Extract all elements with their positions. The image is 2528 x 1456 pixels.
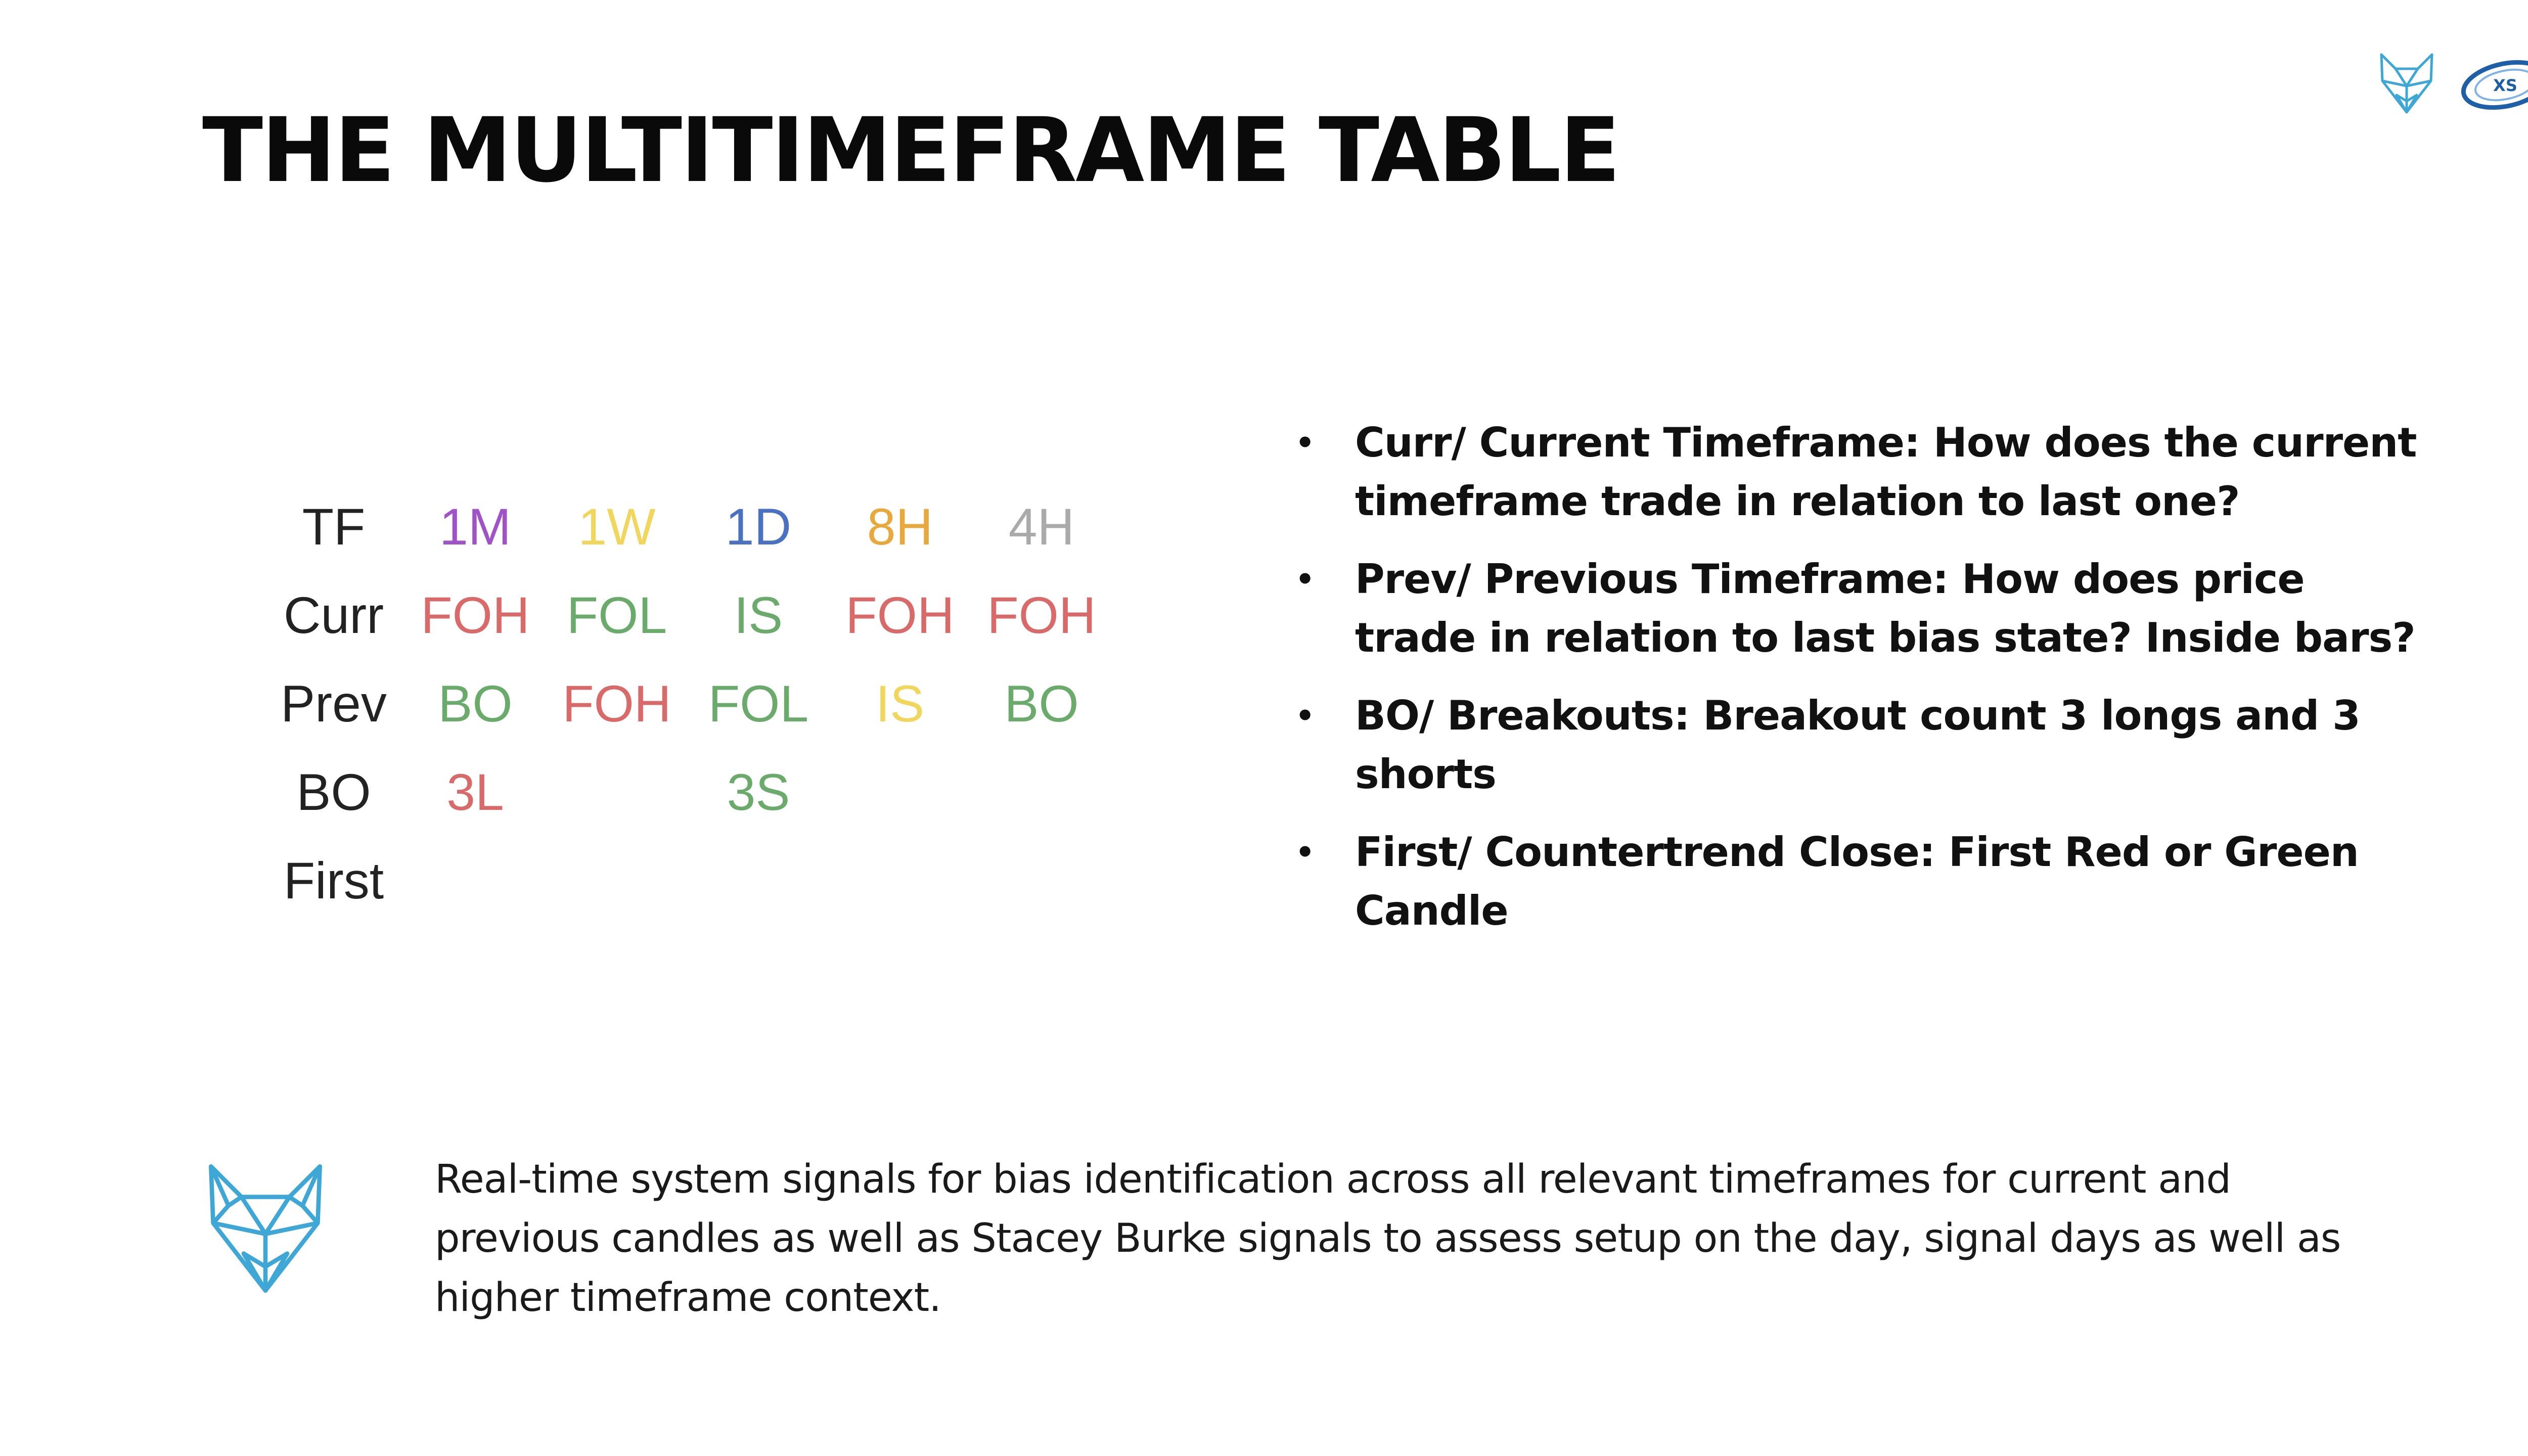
footer-description: Real-time system signals for bias identification across all relevant timeframes for current and previous candles as well as Stacey Burke signals to assess setup on the day, signal days as well as higher timeframe context.	[435, 1157, 2341, 1321]
wolf-icon	[200, 1158, 331, 1299]
table-cell: 3L	[446, 763, 504, 821]
table-cell: FOH	[562, 675, 671, 733]
slide-title: THE MULTITIMEFRAME TABLE	[202, 99, 1619, 202]
bullet-text: First/ Countertrend Close: First Red or Green Candle	[1355, 829, 2359, 934]
row-label-curr: Curr	[283, 586, 384, 644]
table-cell: IS	[734, 586, 783, 644]
bullet-text: BO/ Breakouts: Breakout count 3 longs and 3 shorts	[1355, 692, 2360, 798]
bullet-glyph: •	[1295, 425, 1315, 461]
table-cell: FOL	[708, 675, 809, 733]
bullet-glyph: •	[1295, 835, 1315, 870]
bullet-text: Curr/ Current Timeframe: How does the current timeframe trade in relation to last one?	[1355, 419, 2417, 525]
bullet-list	[1289, 414, 2422, 960]
header-cell-tf: TF	[302, 498, 366, 556]
bullet-item-prev	[1289, 550, 2422, 667]
row-label-first: First	[283, 852, 384, 909]
wolf-icon	[2376, 51, 2437, 116]
table-cell: BO	[438, 675, 513, 733]
bullet-item-bo	[1289, 687, 2422, 804]
table-cell: IS	[875, 675, 925, 733]
bullet-glyph: •	[1295, 562, 1315, 597]
bullet-glyph: •	[1295, 698, 1315, 734]
brand-logos	[2376, 46, 2528, 121]
header-cell-1d: 1D	[725, 498, 792, 556]
table-cell: BO	[1004, 675, 1079, 733]
ring-logo-icon	[2457, 51, 2528, 116]
header-cell-8h: 8H	[867, 498, 933, 556]
table-cell: FOH	[845, 586, 955, 644]
table-cell: FOH	[987, 586, 1096, 644]
row-label-prev: Prev	[281, 675, 387, 733]
bullet-item-first	[1289, 823, 2422, 940]
table-cell: FOH	[421, 586, 530, 644]
row-label-bo: BO	[296, 763, 371, 821]
table-cell: 3S	[727, 763, 790, 821]
ring-logo-text: XS	[2493, 76, 2517, 95]
bullet-text: Prev/ Previous Timeframe: How does price trade in relation to last bias state? Inside bars?	[1355, 556, 2415, 661]
table-cell: FOL	[566, 586, 667, 644]
header-cell-4h: 4H	[1008, 498, 1075, 556]
header-cell-1m: 1M	[439, 498, 511, 556]
header-cell-1w: 1W	[578, 498, 656, 556]
bullet-item-curr	[1289, 414, 2422, 531]
